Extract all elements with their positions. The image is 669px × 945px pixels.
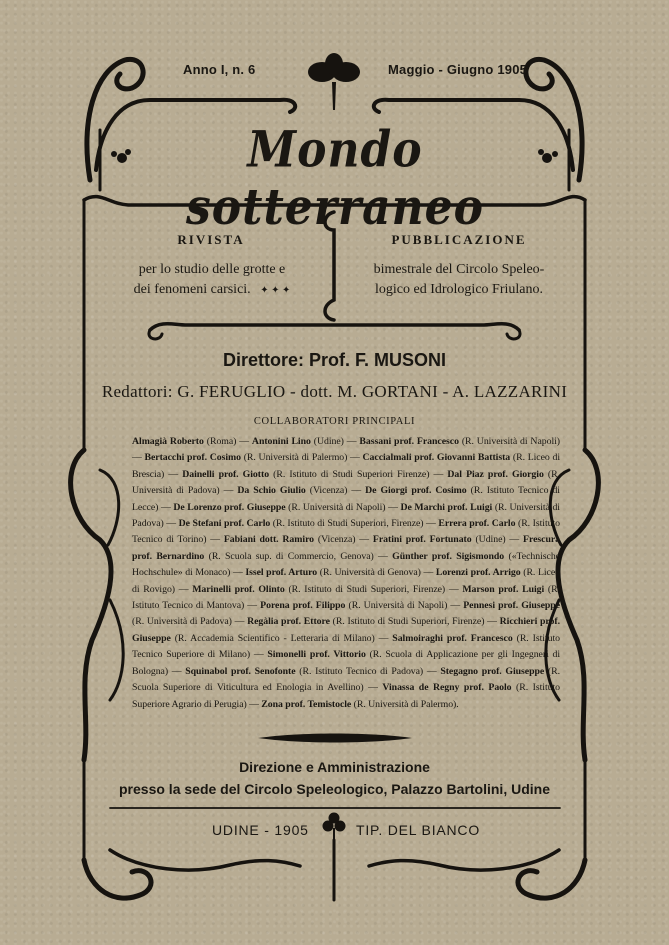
collaborator-name: Frescura prof. Bernardino <box>132 534 560 562</box>
collaborator-affiliation: (R. Istituto Tecnico Superiore di Milano) — <box>132 632 560 661</box>
collaborator-name: Bassani prof. Francesco <box>359 436 459 447</box>
collaborator-entry <box>247 616 500 627</box>
collaborator-affiliation: (R. Istituto Tecnico di Mantova) — <box>132 583 560 612</box>
bottom-right-flourish <box>518 860 585 898</box>
collaborator-affiliation: (Vicenza) — <box>314 534 373 546</box>
collaborator-name: Günther prof. Sigismondo <box>392 550 505 562</box>
director-line: Direttore: Prof. F. MUSONI <box>222 350 446 370</box>
collaborator-entry <box>144 452 362 463</box>
collaborator-name: Dainelli prof. Giotto <box>182 468 270 480</box>
collaborator-entry <box>173 502 400 513</box>
collaborator-affiliation: (R. Liceo di Brescia) — <box>132 452 560 480</box>
collaborator-name: Bertacchi prof. Cosimo <box>144 452 241 464</box>
issue-date: Maggio - Giugno 1905 <box>388 62 528 77</box>
collaborator-name: Simonelli prof. Vittorio <box>267 649 366 661</box>
collaborator-entry <box>132 436 252 447</box>
issue-volume: Anno I, n. 6 <box>183 62 256 77</box>
collaborator-name: Fabiani dott. Ramiro <box>223 534 315 546</box>
collaborator-name: Issel prof. Arturo <box>245 567 318 579</box>
left-column-line2: dei fenomeni carsici. <box>133 282 251 297</box>
left-column-ornament: ✦ ✦ ✦ <box>260 285 291 296</box>
collaborator-name: Caccialmali prof. Giovanni Battista <box>362 452 511 464</box>
collaborator-affiliation: (R. Università di Palermo) — <box>241 452 363 464</box>
administration-line1: Direzione e Amministrazione <box>239 759 430 775</box>
right-side-flourish <box>558 450 598 760</box>
collaborator-entry <box>179 518 439 529</box>
left-side-flourish <box>71 450 111 760</box>
collaborator-affiliation: (R. Università di Palermo). <box>351 698 459 710</box>
masthead-title: Mondo sotterraneo <box>186 121 484 237</box>
clover-ornament <box>323 813 346 841</box>
collaborator-affiliation: (R. Accademia Scientifico - Letteraria di Milano) — <box>170 632 393 644</box>
collaborator-name: De Marchi prof. Luigi <box>400 501 493 513</box>
collaborator-affiliation: (Udine) — <box>310 436 360 447</box>
right-column-text <box>344 260 574 300</box>
collaborator-entry <box>245 567 436 578</box>
left-column-line2-wrap <box>98 280 326 301</box>
collaborator-name: Fratini prof. Fortunato <box>372 534 472 546</box>
collaborator-affiliation: (R. Istituto Tecnico di Lecce) — <box>132 485 560 513</box>
collaborator-name: Da Schio Giulio <box>237 485 306 497</box>
collaborator-name: Marinelli prof. Olinto <box>192 583 285 595</box>
collaborator-entry <box>237 485 365 496</box>
collaborator-affiliation: (Roma) — <box>203 436 252 447</box>
collaborator-name: De Lorenzo prof. Giuseppe <box>173 501 286 513</box>
imprint-printer: TIP. DEL BIANCO <box>356 822 481 838</box>
collaborator-affiliation: (R. Università di Padova) — <box>132 616 248 628</box>
collaborator-affiliation: (R. Liceo di Rovigo) — <box>132 567 560 595</box>
collaborator-affiliation: (R. Istituto di Studi Superiori, Firenze) — <box>329 616 500 628</box>
collaborator-affiliation: (R. Università di Napoli) — <box>132 436 560 464</box>
section-divider-swash <box>258 734 412 743</box>
collaborator-name: Lorenzi prof. Arrigo <box>435 567 521 579</box>
right-column-line1: bimestrale del Circolo Speleo- <box>373 262 545 277</box>
collaborator-entry <box>185 666 440 677</box>
collaborator-entry <box>252 436 359 447</box>
collaborator-entry <box>373 534 523 545</box>
collaborator-affiliation: (Vicenza) — <box>305 485 366 497</box>
imprint-place-year: UDINE - 1905 <box>212 822 309 838</box>
right-column-heading: PUBBLICAZIONE <box>391 232 527 247</box>
editors-line: Redattori: G. FERUGLIO - dott. M. GORTANI - A. LAZZARINI <box>101 382 568 401</box>
collaborator-entry <box>192 584 462 595</box>
collaborators-list <box>132 434 560 713</box>
collaborator-name: Porena prof. Filippo <box>260 600 346 612</box>
collaborator-name: Ricchieri prof. Giuseppe <box>132 616 560 644</box>
left-column-heading: RIVISTA <box>177 232 245 247</box>
collaborator-entry <box>182 469 447 480</box>
collaborator-affiliation: (R. Università di Napoli) — <box>285 501 401 513</box>
collaborator-affiliation: (R. Scuola Superiore di Viticultura ed Enologia in Avellino) — <box>132 665 561 694</box>
collaborator-name: Squinabol prof. Senofonte <box>185 665 296 677</box>
collaborator-name: Regàlia prof. Ettore <box>247 616 330 628</box>
left-column-line1: per lo studio delle grotte e <box>138 262 286 277</box>
collaborator-affiliation: (Udine) — <box>471 534 524 546</box>
left-column-text <box>98 260 326 301</box>
collaborator-affiliation: (R. Istituto di Studi Superiori Firenze) — <box>269 468 448 480</box>
collaborator-affiliation: (R. Istituto Superiore Agrario di Perugia) — <box>132 682 560 710</box>
collaborator-name: Pennesi prof. Giuseppe <box>463 600 560 612</box>
collaborator-affiliation: (R. Istituto di Studi Superiori, Firenze) — <box>284 583 463 595</box>
collaborator-name: Antonini Lino <box>251 436 311 447</box>
collaborator-affiliation: (R. Istituto Tecnico di Padova) — <box>295 665 441 677</box>
collaborator-name: Vinassa de Regny prof. Paolo <box>382 682 512 694</box>
collaborator-affiliation: (R. Scuola sup. di Commercio, Genova) — <box>204 550 393 562</box>
collaborator-affiliation: («Technische Hochschule» di Monaco) — <box>132 550 560 579</box>
collaborator-name: Zona prof. Temistocle <box>261 698 352 710</box>
collaborator-name: Stegagno prof. Giuseppe <box>440 665 545 677</box>
collaborator-affiliation: (R. Scuola di Applicazione per gli Ingegneri di Bologna) — <box>132 649 560 677</box>
collaborator-entry <box>261 699 458 710</box>
collaborator-name: Almagià Roberto <box>132 436 204 447</box>
collaborators-heading: COLLABORATORI PRINCIPALI <box>253 416 416 427</box>
collaborator-name: Marson prof. Luigi <box>462 583 545 595</box>
collaborator-affiliation: (R. Università di Genova) — <box>317 567 436 579</box>
collaborator-affiliation: (R. Istituto Tecnico di Torino) — <box>132 518 560 546</box>
top-flower-ornament <box>308 53 360 110</box>
collaborator-affiliation: (R. Università di Padova) — <box>132 468 561 497</box>
bottom-left-flourish <box>84 860 151 898</box>
collaborator-name: Errera prof. Carlo <box>438 518 516 530</box>
collaborator-entry <box>224 534 373 545</box>
collaborator-name: Salmoiraghi prof. Francesco <box>392 632 513 644</box>
collaborator-name: De Giorgi prof. Cosimo <box>365 485 467 497</box>
collaborator-name: Dal Piaz prof. Giorgio <box>447 468 544 480</box>
collaborator-affiliation: (R. Università di Padova) — <box>132 501 560 530</box>
collaborator-entry <box>260 600 463 611</box>
administration-line2: presso la sede del Circolo Speleologico, Palazzo Bartolini, Udine <box>119 781 550 797</box>
collaborator-affiliation: (R. Università di Napoli) — <box>345 600 464 612</box>
right-column-line2: logico ed Idrologico Friulano. <box>375 282 543 297</box>
collaborator-affiliation: (R. Istituto di Studi Superiori, Firenze) — <box>270 518 439 530</box>
administration-block <box>0 756 669 800</box>
collaborator-name: De Stefani prof. Carlo <box>178 518 271 530</box>
